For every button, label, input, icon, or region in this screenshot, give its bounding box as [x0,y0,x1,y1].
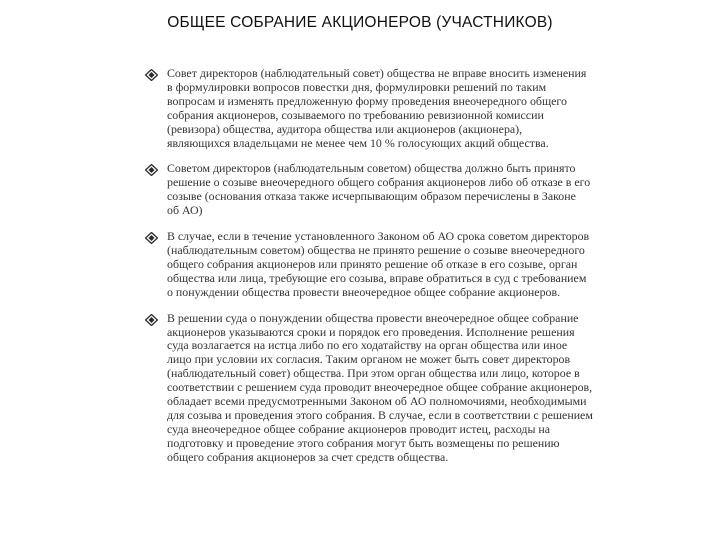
bullet-item [143,230,633,300]
diamond-bullet-icon [145,164,159,177]
bullet-text: В решении суда о понуждении общества провести внеочередное общее собрание акционеров указываются сроки и порядок его проведения. Исполнение решения суда возлагается на истца либо по его ходатайству на орган общества или иное лицо при условии их согласия. Таким органом не может быть совет директоров (наблюдательный совет) общества. При этом орган общества или лицо, которое в соответствии с решением суда проводит внеочередное общее собрание акционеров, обладает всеми предусмотренными Законом об АО полномочиями, необходимыми для созыва и проведения этого собрания. В случае, если в соответствии с решением суда внеочередное общее собрание акционеров проводит истец, расходы на подготовку и проведение этого собрания могут быть возмещены по решению общего собрания акционеров за счет средств общества. [167,310,593,464]
bullet-list [143,67,633,477]
slide-title: ОБЩЕЕ СОБРАНИЕ АКЦИОНЕРОВ (УЧАСТНИКОВ) [167,14,553,31]
bullet-item [143,312,633,465]
bullet-text: Советом директоров (наблюдательным советом) общества должно быть принято решение о созыве внеочередного общего собрания акционеров либо об отказе в его созыве (основания отказа также исчерпывающим образом перечислены в Законе об АО) [167,161,591,218]
diamond-bullet-icon [145,314,159,327]
bullet-item [143,162,633,218]
diamond-bullet-icon [145,69,159,82]
bullet-item [143,67,633,150]
diamond-bullet-icon [145,232,159,245]
bullet-text: Совет директоров (наблюдательный совет) общества не вправе вносить изменения в формулировки вопросов повестки дня, формулировки решений по таким вопросам и изменять предложенную форму проведения внеочередного общего собрания акционеров, созываемого по требованию ревизионной комиссии (ревизора) общества, аудитора общества или акционеров (акционера), являющихся владельцами не менее чем 10 % голосующих акций общества. [167,66,587,150]
bullet-text: В случае, если в течение установленного Законом об АО срока советом директоров (наблюдательным советом) общества не принято решение о созыве внеочередного общего собрания акционеров или принято решение об отказе в его созыве, орган общества или лица, требующие его созыва, вправе обратиться в суд с требованием о понуждении общества провести внеочередное общее собрание акционеров. [167,229,590,299]
